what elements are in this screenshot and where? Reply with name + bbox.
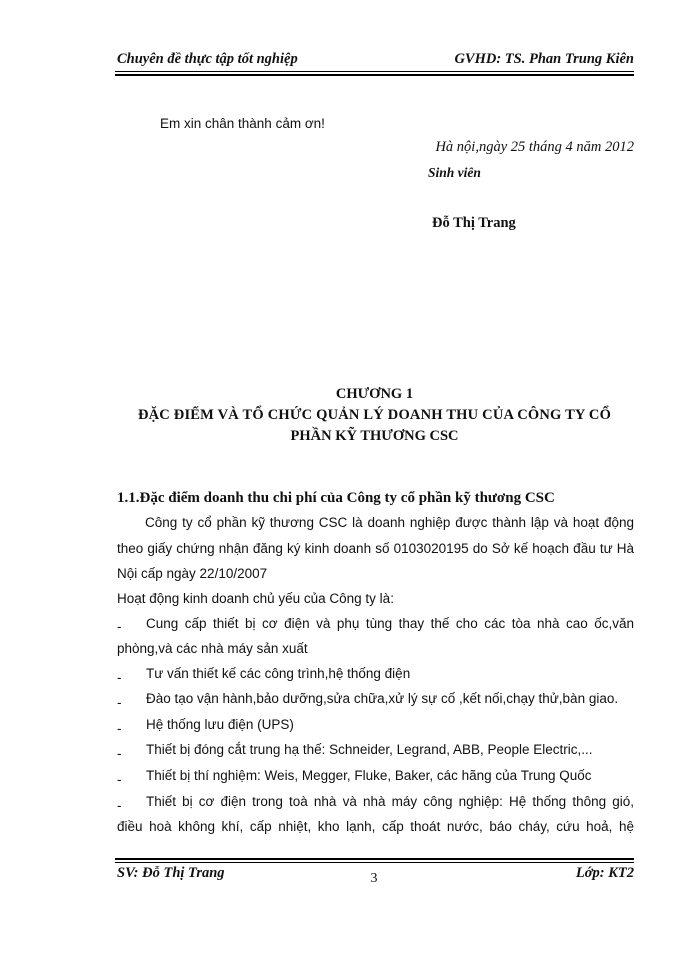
- list-item-continuation: điều hoà không khí, cấp nhiệt, kho lạnh, cấp thoát nước, báo cháy, cứu hoả, hệ: [117, 819, 634, 834]
- header-supervisor: GVHD: TS. Phan Trung Kiên: [454, 51, 634, 67]
- footer-student: SV: Đỗ Thị Trang: [117, 865, 225, 881]
- signer-role: Sinh viên: [428, 165, 481, 180]
- list-item: Thiết bị cơ điện trong toà nhà và nhà máy công nghiệp: Hệ thống thông gió,: [146, 794, 634, 809]
- list-item: Thiết bị đóng cắt trung hạ thế: Schneider, Legrand, ABB, People Electric,...: [146, 742, 593, 757]
- bullet-dash: -: [117, 670, 122, 685]
- list-item: Thiết bị thí nghiệm: Weis, Megger, Fluke, Baker, các hãng của Trung Quốc: [146, 768, 592, 783]
- bullet-dash: -: [117, 619, 122, 634]
- footer-rule: [115, 862, 634, 863]
- bullet-dash: -: [117, 695, 122, 710]
- bullet-dash: -: [117, 721, 122, 736]
- paragraph-intro: Hoạt động kinh doanh chủ yếu của Công ty là:: [117, 591, 394, 606]
- page-number: 3: [370, 871, 378, 886]
- chapter-title-line1: ĐẶC ĐIỂM VÀ TỔ CHỨC QUẢN LÝ DOANH THU CỦA CÔNG TY CỔ: [137, 407, 612, 423]
- bullet-dash: -: [117, 772, 122, 787]
- list-item: Cung cấp thiết bị cơ điện và phụ tùng thay thế cho các tòa nhà cao ốc,văn: [146, 616, 634, 631]
- list-item: Hệ thống lưu điện (UPS): [146, 717, 294, 732]
- header-rule: [115, 71, 634, 72]
- list-item: Tư vấn thiết kế các công trình,hệ thống điện: [146, 666, 411, 681]
- place-date: Hà nội,ngày 25 tháng 4 năm 2012: [435, 139, 634, 155]
- bullet-dash: -: [117, 798, 122, 813]
- chapter-title-line2: PHẦN KỸ THƯƠNG CSC: [290, 428, 459, 444]
- header-rule-thick: [115, 74, 634, 76]
- footer-class: Lớp: KT2: [575, 865, 634, 881]
- list-item-continuation: phòng,và các nhà máy sản xuất: [117, 641, 308, 656]
- paragraph-line: Nội cấp ngày 22/10/2007: [117, 566, 268, 581]
- paragraph-line: Công ty cổ phần kỹ thương CSC là doanh nghiệp được thành lập và hoạt động: [145, 515, 634, 530]
- chapter-number: CHƯƠNG 1: [335, 386, 414, 402]
- section-heading: 1.1.Đặc điểm doanh thu chi phí của Công ty cổ phần kỹ thương CSC: [117, 490, 555, 506]
- paragraph-line: theo giấy chứng nhận đăng ký kinh doanh số 0103020195 do Sở kế hoạch đầu tư Hà: [117, 541, 634, 556]
- bullet-dash: -: [117, 746, 122, 761]
- header-course-title: Chuyên đề thực tập tốt nghiệp: [117, 51, 298, 67]
- list-item: Đào tạo vận hành,bảo dưỡng,sửa chữa,xử lý sự cố ,kết nối,chạy thử,bàn giao.: [146, 691, 619, 706]
- thanks-line: Em xin chân thành cảm ơn!: [160, 116, 325, 131]
- signer-name: Đỗ Thị Trang: [432, 215, 516, 231]
- footer-rule-thick: [115, 858, 634, 860]
